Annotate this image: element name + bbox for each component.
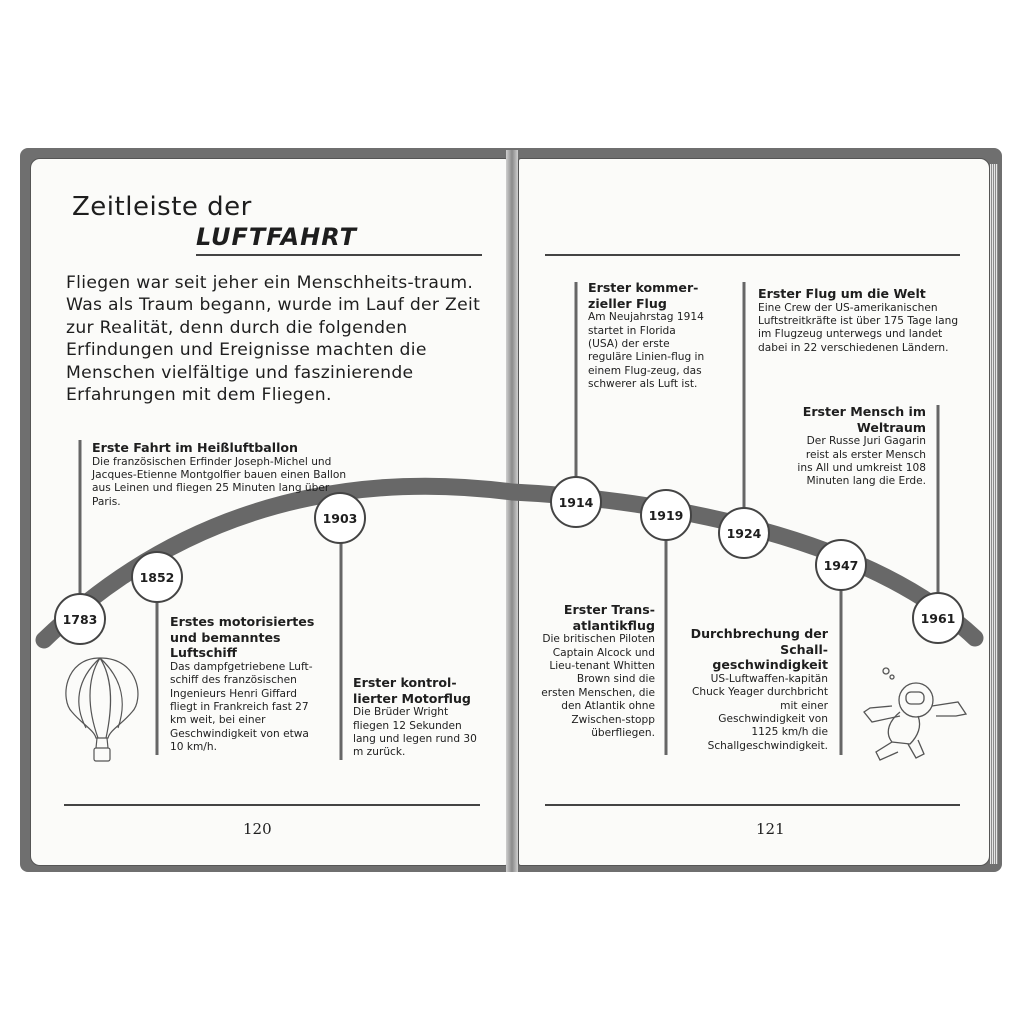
event-heading: Erste Fahrt im Heißluftballon — [92, 440, 299, 455]
event-1914 — [588, 280, 708, 392]
year-label: 1783 — [62, 612, 98, 627]
year-label: 1903 — [322, 511, 358, 526]
hot-air-balloon-drawing — [66, 658, 138, 761]
year-label: 1852 — [139, 570, 175, 585]
event-heading: Erster Trans-atlantikflug — [563, 602, 655, 633]
event-body: US-Luftwaffen-kapitän Chuck Yeager durchbricht mit einer Geschwindigkeit von 1125 km/h die Schallgeschwindigkeit. — [691, 672, 828, 752]
year-node-1961 — [913, 593, 963, 643]
left-bottom-rule — [64, 804, 480, 806]
event-1852 — [170, 614, 320, 755]
event-body: Eine Crew der US-amerikanischen Luftstreitkräfte ist über 175 Tage lang im Flugzeug unterwegs und landet dabei in 22 verschiedenen Ländern. — [758, 301, 959, 354]
event-heading: Erster kommer-zieller Flug — [588, 280, 699, 311]
title-line-2: LUFTFAHRT — [196, 223, 357, 251]
event-body: Die Brüder Wright fliegen 12 Sekunden lang und legen rund 30 m zurück. — [353, 706, 477, 759]
year-node-1852 — [132, 552, 182, 602]
event-body: Die französischen Erfinder Joseph-Michel und Jacques-Etienne Montgolfier bauen einen Ballon aus Leinen und fliegen 25 Minuten lang über Paris. — [92, 455, 347, 508]
title-line-1: Zeitleiste der — [72, 192, 252, 222]
event-heading: Erstes motorisiertes und bemanntes Luftschiff — [170, 614, 315, 661]
year-node-1914 — [551, 477, 601, 527]
page-number-right: 121 — [756, 820, 785, 838]
event-1903 — [353, 675, 481, 760]
event-1947 — [690, 626, 828, 753]
year-label: 1919 — [648, 508, 684, 523]
event-body: Die britischen Piloten Captain Alcock und Lieu-tenant Whitten Brown sind die ersten Menschen, die den Atlantik ohne Zwischen-stopp überfliegen. — [541, 633, 655, 740]
event-1924 — [758, 286, 973, 355]
event-body: Am Neujahrstag 1914 startet in Florida (USA) der erste reguläre Linien-flug in einem Flug-zeug, das schwerer als Luft ist. — [588, 311, 705, 391]
year-node-1947 — [816, 540, 866, 590]
event-body: Der Russe Juri Gagarin reist als erster Mensch ins All und umkreist 108 Minuten lang die Erde. — [797, 435, 926, 488]
event-heading: Erster kontrol-lierter Motorflug — [353, 675, 471, 706]
right-bottom-rule — [545, 804, 960, 806]
event-1919 — [540, 602, 655, 740]
page-number-left: 120 — [243, 820, 272, 838]
year-label: 1914 — [558, 495, 594, 510]
year-label: 1947 — [823, 558, 859, 573]
event-heading: Erster Flug um die Welt — [758, 286, 926, 301]
event-body: Das dampfgetriebene Luft-schiff des französischen Ingenieurs Henri Giffard fliegt in Frankreich fast 27 km weit, bei einer Geschwindigkeit von etwa 10 km/h. — [170, 660, 313, 754]
year-label: 1961 — [920, 611, 956, 626]
year-node-1919 — [641, 490, 691, 540]
event-1961 — [790, 404, 926, 489]
event-heading: Durchbrechung der Schall-geschwindigkeit — [690, 626, 828, 673]
year-node-1783 — [55, 594, 105, 644]
event-heading: Erster Mensch im Weltraum — [802, 404, 926, 435]
year-node-1924 — [719, 508, 769, 558]
astronaut-drawing — [864, 668, 966, 760]
intro-paragraph: Fliegen war seit jeher ein Menschheits-traum. Was als Traum begann, wurde im Lauf der Zeit zur Realität, denn durch die folgenden Erfindungen und Ereignisse machten die Menschen vielfältige und faszinierende Erfahrungen mit dem Fliegen. — [66, 273, 481, 406]
year-label: 1924 — [726, 526, 762, 541]
event-1783 — [92, 440, 347, 509]
